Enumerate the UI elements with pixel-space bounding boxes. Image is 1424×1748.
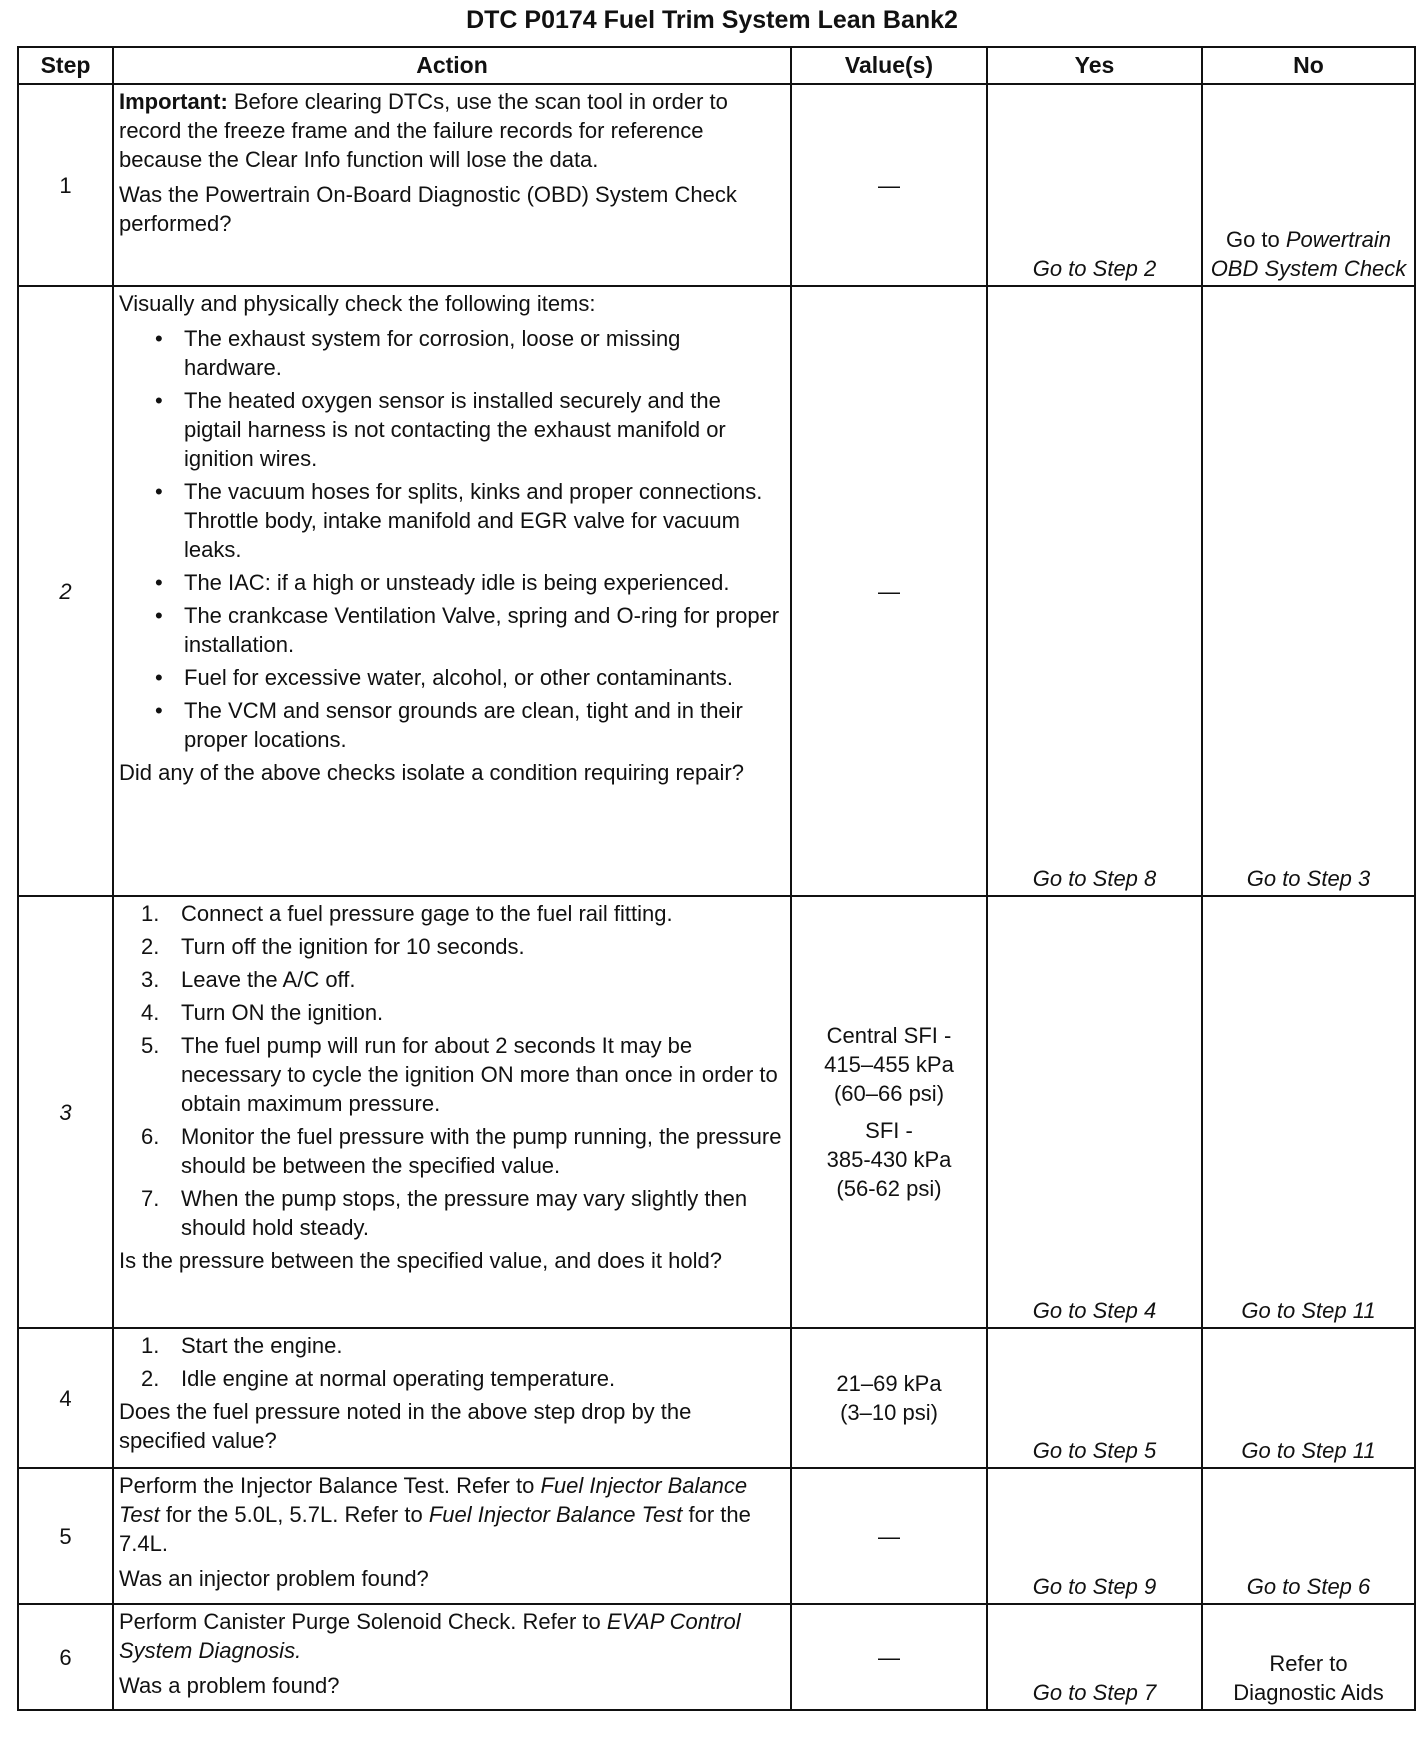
value-text: — [878,1644,900,1670]
action-question: Was the Powertrain On-Board Diagnostic (OBD) System Check performed? [119,182,737,236]
yes-link[interactable]: Go to Step 4 [987,896,1202,1328]
value-cell [791,1328,987,1468]
no-link[interactable]: Go to Step 11 [1202,1328,1415,1468]
table-row [18,1468,1415,1604]
list-item: 2. Idle engine at normal operating temperature. [141,1366,616,1391]
value-line: SFI - [865,1118,913,1143]
action-question: Is the pressure between the specified value, and does it hold? [119,1248,722,1273]
header-action: Action [113,47,791,84]
important-note [119,87,784,174]
list-item: • Fuel for excessive water, alcohol, or other contaminants. [155,665,734,690]
value-line: 385-430 kPa [826,1147,952,1172]
list-item: • The IAC: if a high or unsteady idle is being experienced. [155,570,730,595]
list-item: • The vacuum hoses for splits, kinks and proper connections. Throttle body, intake manifold and EGR valve for vacuum leaks. [155,479,763,562]
check-list [119,324,784,754]
yes-link[interactable]: Go to Step 8 [987,286,1202,896]
step-number: 1 [18,84,113,286]
page-title: DTC P0174 Fuel Trim System Lean Bank2 [466,6,958,34]
action-text: Perform Canister Purge Solenoid Check. Refer to EVAP Control System Diagnosis. [119,1609,741,1663]
no-cell[interactable] [1202,84,1415,286]
reference-link[interactable]: EVAP Control System Diagnosis. [119,1609,741,1663]
action-text: Perform the Injector Balance Test. Refer to Fuel Injector Balance Test for the 5.0L, 5.7L. Refer to Fuel Injector Balance Test for the 7.4L. [119,1473,751,1556]
yes-link[interactable]: Go to Step 5 [987,1328,1202,1468]
value-text: — [878,172,900,198]
value-cell [791,286,987,896]
value-line: 21–69 kPa [836,1371,942,1396]
table-row [18,1328,1415,1468]
list-item: 3. Leave the A/C off. [141,967,356,992]
action-cell [113,896,791,1328]
header-step: Step [18,47,113,84]
yes-link[interactable]: Go to Step 2 [987,84,1202,286]
table-row [18,1604,1415,1710]
action-cell [113,1328,791,1468]
value-cell [791,1468,987,1604]
value-text: — [878,578,900,604]
no-link[interactable]: Go to Step 6 [1202,1468,1415,1604]
no-cell[interactable] [1202,1604,1415,1710]
list-item: • The heated oxygen sensor is installed securely and the pigtail harness is not contacting the exhaust manifold or ignition wires. [155,388,726,471]
header-values: Value(s) [791,47,987,84]
header-no: No [1202,47,1415,84]
no-line: Diagnostic Aids [1233,1680,1384,1705]
list-item: 2. Turn off the ignition for 10 seconds. [141,934,525,959]
no-prefix: Go to [1225,227,1286,252]
table-row [18,84,1415,286]
value-line: (60–66 psi) [833,1081,945,1106]
table-row [18,896,1415,1328]
value-cell [791,896,987,1328]
header-yes: Yes [987,47,1202,84]
list-item: 1. Connect a fuel pressure gage to the fuel rail fitting. [141,901,673,926]
list-item: • The exhaust system for corrosion, loose or missing hardware. [155,326,681,380]
step-number: 6 [18,1604,113,1710]
action-question: Was an injector problem found? [119,1566,429,1591]
value-line: 415–455 kPa [824,1052,954,1077]
table-row [18,286,1415,896]
value-line: Central SFI - [826,1023,952,1048]
step-number: 5 [18,1468,113,1604]
value-cell [791,84,987,286]
value-cell [791,1604,987,1710]
action-intro: Visually and physically check the following items: [119,291,596,316]
action-cell [113,286,791,896]
reference-link[interactable]: Fuel Injector Balance Test [428,1502,683,1527]
no-link[interactable]: Go to Step 11 [1202,896,1415,1328]
list-item: • The VCM and sensor grounds are clean, tight and in their proper locations. [155,698,743,752]
important-label: Important: [119,89,228,114]
procedure-list [119,899,784,1242]
table-header-row [18,47,1415,84]
no-link[interactable]: Go to Step 3 [1202,286,1415,896]
action-cell [113,1468,791,1604]
action-cell [113,84,791,286]
list-item: • The crankcase Ventilation Valve, spring and O-ring for proper installation. [155,603,780,657]
no-link[interactable]: Powertrain OBD System Check [1210,227,1407,281]
step-number: 3 [18,896,113,1328]
diagnostic-table [17,46,1416,1711]
value-text: — [878,1523,900,1549]
list-item: 1. Start the engine. [141,1333,343,1358]
value-line: (3–10 psi) [840,1400,938,1425]
step-number: 2 [18,286,113,896]
action-question: Does the fuel pressure noted in the above step drop by the specified value? [119,1399,692,1453]
action-question: Did any of the above checks isolate a condition requiring repair? [119,760,744,785]
list-item: 5. The fuel pump will run for about 2 seconds It may be necessary to cycle the ignition ON more than once in order to obtain maximum pressure. [141,1033,778,1116]
list-item: 6. Monitor the fuel pressure with the pump running, the pressure should be between the specified value. [141,1124,782,1178]
yes-link[interactable]: Go to Step 7 [987,1604,1202,1710]
list-item: 7. When the pump stops, the pressure may vary slightly then should hold steady. [141,1186,748,1240]
step-number: 4 [18,1328,113,1468]
yes-link[interactable]: Go to Step 9 [987,1468,1202,1604]
action-cell [113,1604,791,1710]
list-item: 4. Turn ON the ignition. [141,1000,384,1025]
reference-link[interactable]: Fuel Injector Balance Test [119,1473,748,1527]
value-line: (56-62 psi) [836,1176,942,1201]
important-text: Before clearing DTCs, use the scan tool in order to record the freeze frame and the failure records for reference because the Clear Info function will lose the data. [119,89,728,172]
procedure-list [119,1331,784,1393]
action-question: Was a problem found? [119,1673,340,1698]
no-line: Refer to [1269,1651,1348,1676]
